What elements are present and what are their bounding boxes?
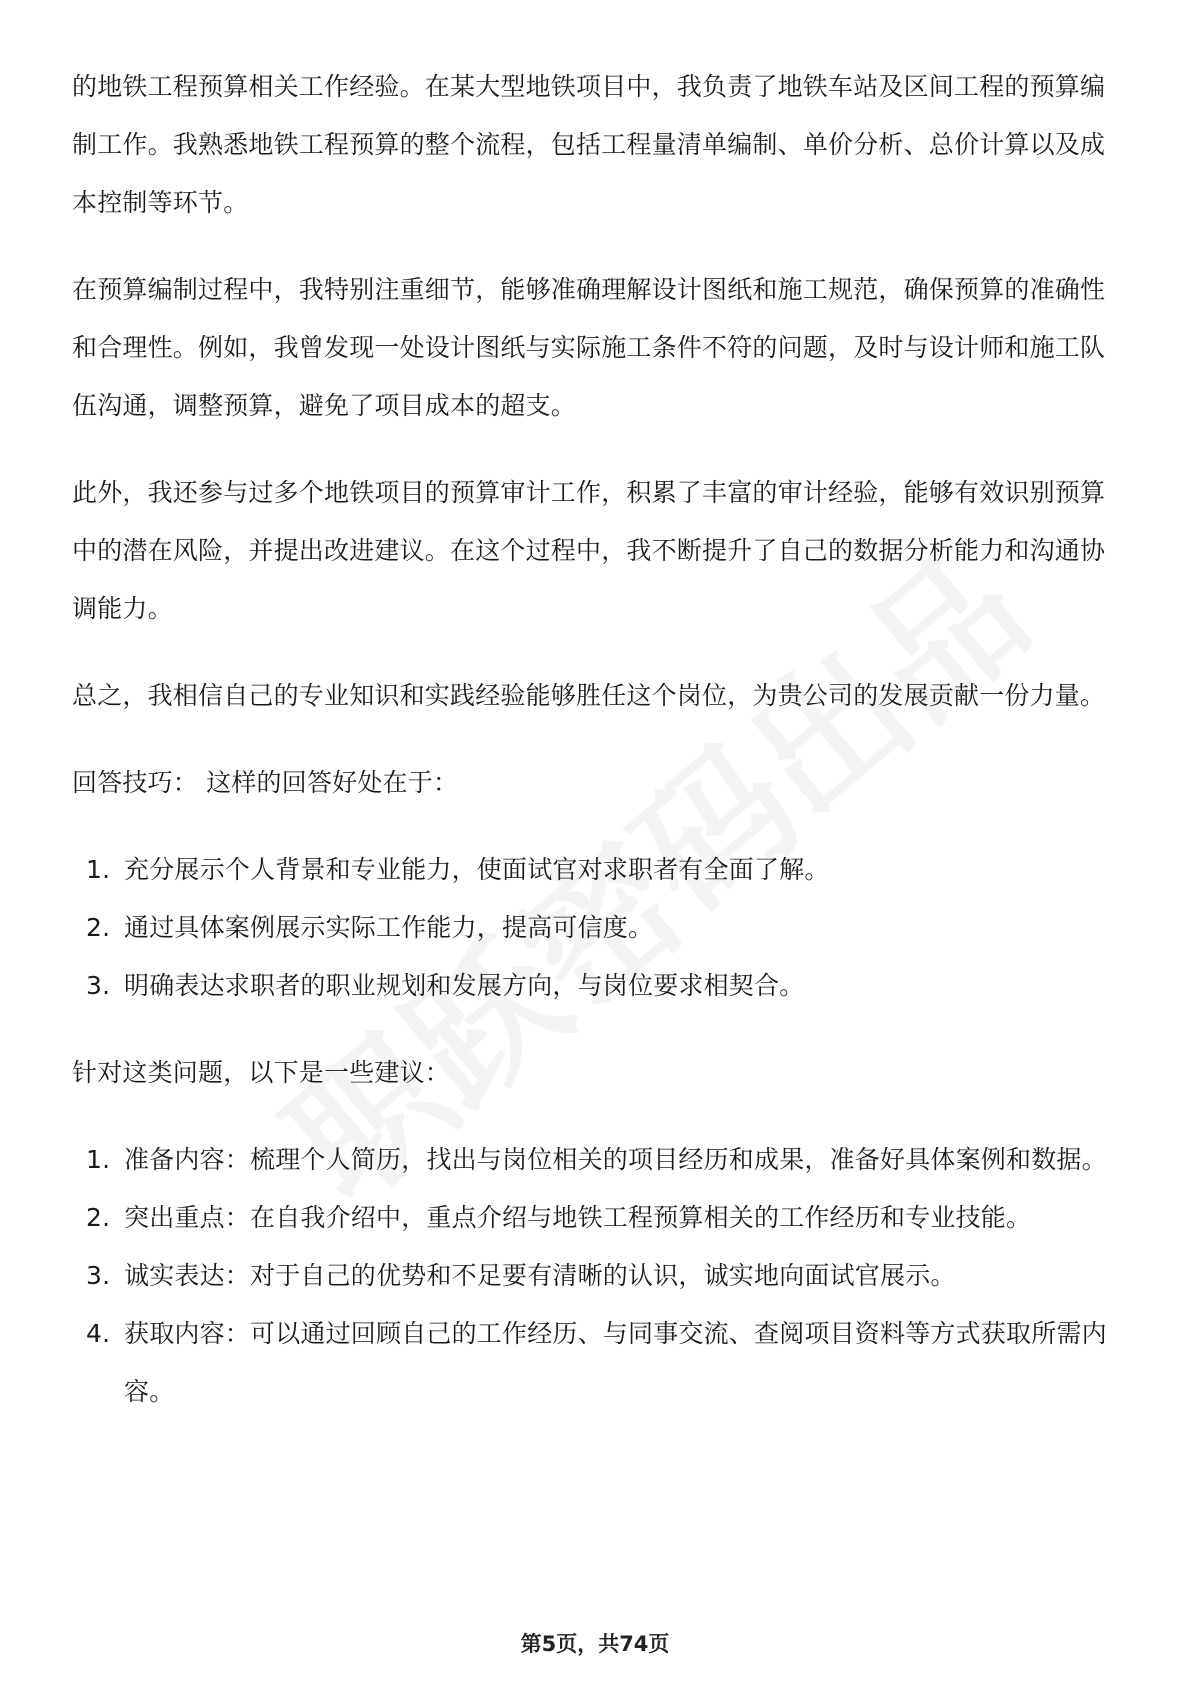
list-item xyxy=(72,1247,1118,1305)
paragraph-experience: 的地铁工程预算相关工作经验。在某大型地铁项目中，我负责了地铁车站及区间工程的预算编制工作。我熟悉地铁工程预算的整个流程，包括工程量清单编制、单价分析、总价计算以及成本控制等环节。 xyxy=(72,72,1106,217)
list-number: 4. xyxy=(86,1319,111,1348)
list-text: 突出重点：在自我介绍中，重点介绍与地铁工程预算相关的工作经历和专业技能。 xyxy=(124,1203,1032,1232)
list-number: 2. xyxy=(86,913,111,942)
list-item xyxy=(72,957,1118,1015)
advice-list xyxy=(72,1131,1118,1421)
list-item xyxy=(72,841,1118,899)
list-item xyxy=(72,1189,1118,1247)
document-body xyxy=(72,58,1118,1450)
tips-list xyxy=(72,841,1118,1015)
list-number: 3. xyxy=(86,971,111,1000)
list-number: 2. xyxy=(86,1203,111,1232)
tips-heading: 回答技巧： 这样的回答好处在于： xyxy=(72,768,459,797)
page-footer: 第5页，共74页 xyxy=(520,1632,670,1656)
list-text: 充分展示个人背景和专业能力，使面试官对求职者有全面了解。 xyxy=(124,855,830,884)
list-text: 获取内容：可以通过回顾自己的工作经历、与同事交流、查阅项目资料等方式获取所需内容。 xyxy=(124,1319,1107,1406)
list-item xyxy=(72,1305,1118,1421)
paragraph-budget-detail: 在预算编制过程中，我特别注重细节，能够准确理解设计图纸和施工规范，确保预算的准确性和合理性。例如，我曾发现一处设计图纸与实际施工条件不符的问题，及时与设计师和施工队伍沟通，调整预算，避免了项目成本的超支。 xyxy=(72,275,1106,420)
paragraph-audit: 此外，我还参与过多个地铁项目的预算审计工作，积累了丰富的审计经验，能够有效识别预算中的潜在风险，并提出改进建议。在这个过程中，我不断提升了自己的数据分析能力和沟通协调能力。 xyxy=(72,478,1106,623)
list-number: 1. xyxy=(86,855,111,884)
paragraph-conclusion: 总之，我相信自己的专业知识和实践经验能够胜任这个岗位，为贵公司的发展贡献一份力量。 xyxy=(72,681,1106,710)
list-text: 诚实表达：对于自己的优势和不足要有清晰的认识，诚实地向面试官展示。 xyxy=(124,1261,956,1290)
list-text: 通过具体案例展示实际工作能力，提高可信度。 xyxy=(124,913,654,942)
list-text: 明确表达求职者的职业规划和发展方向，与岗位要求相契合。 xyxy=(124,971,805,1000)
advice-heading: 针对这类问题，以下是一些建议： xyxy=(72,1058,451,1087)
list-number: 1. xyxy=(86,1145,111,1174)
list-item xyxy=(72,1131,1118,1189)
list-item xyxy=(72,899,1118,957)
list-number: 3. xyxy=(86,1261,111,1290)
list-text: 准备内容：梳理个人简历，找出与岗位相关的项目经历和成果，准备好具体案例和数据。 xyxy=(124,1145,1107,1174)
